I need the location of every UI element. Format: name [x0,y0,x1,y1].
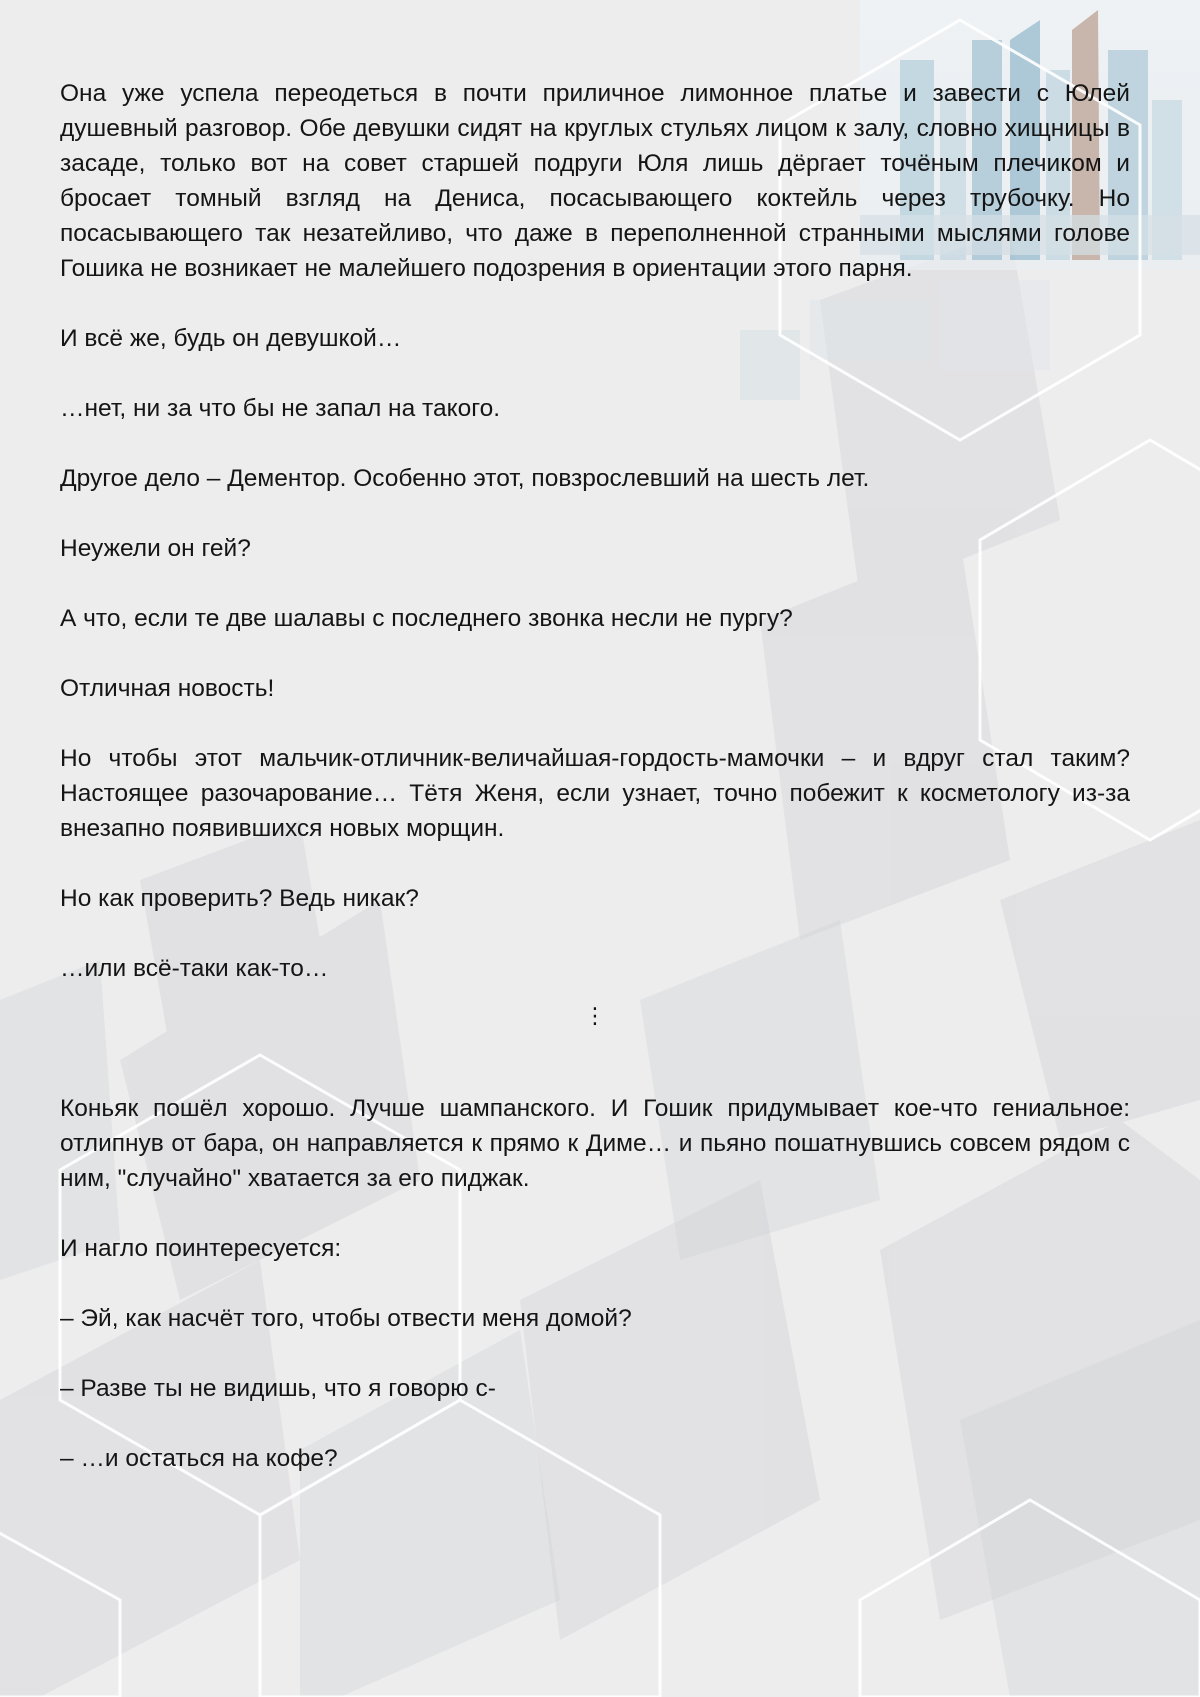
paragraph: …нет, ни за что бы не запал на такого. [60,395,501,422]
document-text [60,76,1130,1511]
paragraph: Другое дело – Дементор. Особенно этот, повзрослевший на шесть лет. [60,465,870,492]
paragraph: Неужели он гей? [60,535,251,562]
dialogue-line: – Разве ты не видишь, что я говорю с- [60,1375,496,1402]
dialogue-line: – …и остаться на кофе? [60,1445,338,1472]
paragraph: И всё же, будь он девушкой… [60,325,402,352]
paragraph: А что, если те две шалавы с последнего звонка несли не пургу? [60,605,793,632]
paragraph: Отличная новость! [60,675,275,702]
paragraph: Коньяк пошёл хорошо. Лучше шампанского. И Гошик придумывает кое-что гениальное: отлипнув от бара, он направляется к прямо к Диме… и пьяно пошатнувшись совсем рядом с ним, "случайно" хватается за его пиджак. [60,1095,1130,1192]
paragraph: Но чтобы этот мальчик-отличник-величайшая-гордость-мамочки – и вдруг стал таким? Настоящее разочарование… Тётя Женя, если узнает, точно побежит к косметологу из-за внезапно появившихся новых морщин. [60,745,1130,842]
paragraph: И нагло поинтересуется: [60,1235,342,1262]
paragraph: …или всё-таки как-то… [60,955,329,982]
section-separator: ⋮ [584,1003,606,1028]
paragraph: Она уже успела переодеться в почти приличное лимонное платье и завести с Юлей душевный разговор. Обе девушки сидят на круглых стульях лицом к залу, словно хищницы в засаде, только вот на совет старшей подруги Юля лишь дёргает точёным плечиком и бросает томный взгляд на Дениса, посасывающего коктейль через трубочку. Но посасывающего так незатейливо, что даже в переполненной странными мыслями голове Гошика не возникает не малейшего подозрения в ориентации этого парня. [60,80,1130,282]
paragraph: Но как проверить? Ведь никак? [60,885,419,912]
dialogue-line: – Эй, как насчёт того, чтобы отвести меня домой? [60,1305,632,1332]
